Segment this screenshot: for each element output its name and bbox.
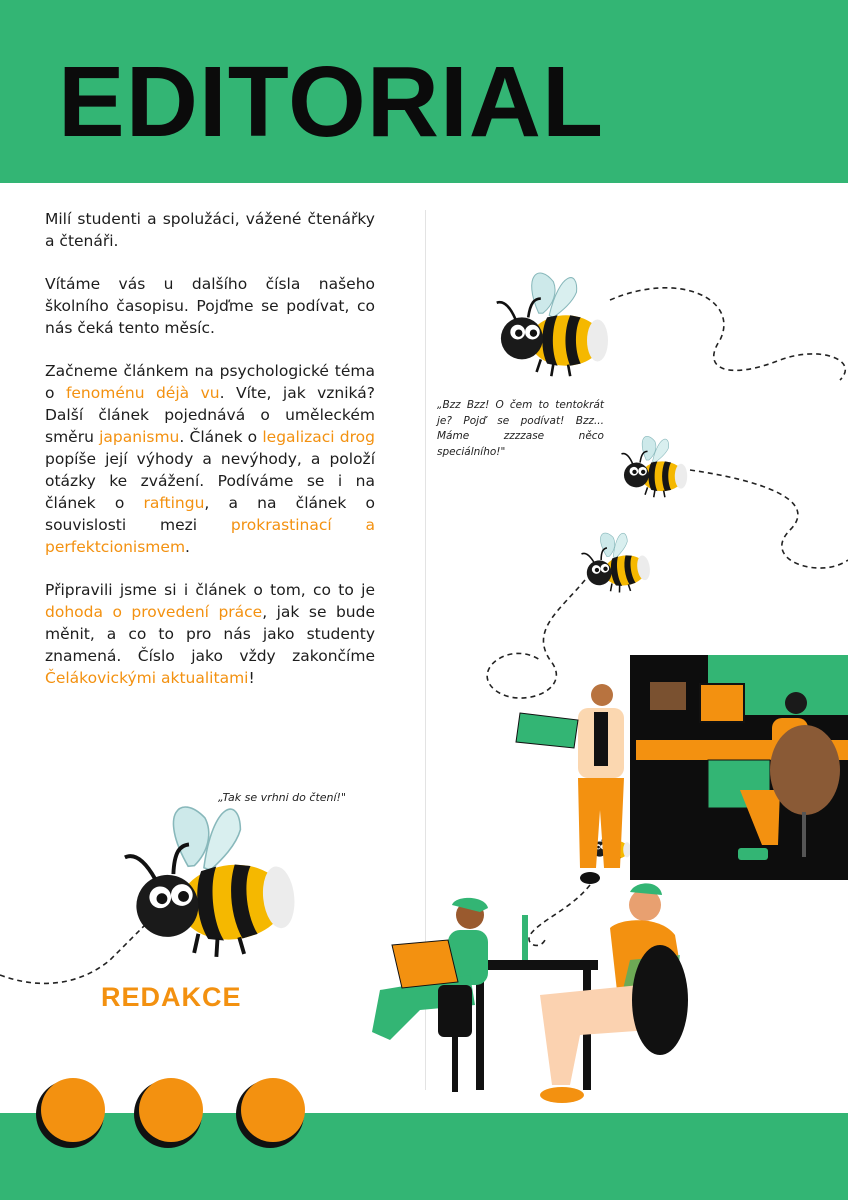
link-work-agreement[interactable]: dohoda o provedení práce — [45, 603, 263, 621]
office-illustration — [516, 655, 848, 884]
text-span: . — [185, 538, 190, 556]
flight-path-2 — [690, 470, 848, 568]
link-deja-vu[interactable]: fenoménu déjà vu — [65, 384, 220, 402]
signature: REDAKCE — [101, 982, 242, 1012]
text-span: , jak se bude měnit, a co to pro nás jako studenty znamená. Číslo jako vždy zakončíme — [45, 603, 375, 665]
bee-icon — [579, 528, 653, 597]
text-span: Připravili jsme si i článek o tom, co to je — [45, 581, 375, 599]
meeting-illustration — [372, 883, 688, 1103]
welcome-paragraph: Vítáme vás u dalšího čísla našeho školního časopisu. Pojďme se podívat, co nás čeká tento měsíc. — [45, 275, 375, 337]
link-rafting[interactable]: raftingu — [143, 494, 205, 512]
link-legalization[interactable]: legalizaci drog — [262, 428, 376, 446]
bee-icon — [621, 436, 687, 497]
text-span: , a na článek o souvislosti mezi — [45, 494, 375, 534]
text-span: ! — [248, 669, 255, 687]
greeting-paragraph: Milí studenti a spolužáci, vážené čtenářky a čtenáři. — [45, 210, 375, 250]
flight-path-4 — [529, 885, 590, 945]
link-news[interactable]: Čelákovickými aktualitami — [45, 669, 249, 687]
bee-icon — [120, 797, 299, 966]
flight-path-5 — [0, 920, 150, 983]
link-procrastination[interactable]: prokrastinací a perfektcionismem — [45, 516, 375, 556]
text-span: popíše její výhody a nevýhody, a položí otázky ke zvážení. Podíváme se i na článek o — [45, 450, 375, 512]
bee-icon — [497, 273, 608, 376]
link-japanism[interactable]: japanismu — [99, 428, 180, 446]
flight-path-3 — [487, 580, 585, 698]
bee-speech-quote: „Bzz Bzz! O čem to tentokrát je? Pojď se podívat! Bzz... Máme zzzzase něco speciálního!" — [437, 399, 604, 458]
closing-quote: „Tak se vrhni do čtení!" — [218, 791, 347, 804]
text-span: . Víte, jak vzniká? Další článek pojednává o uměleckém směru — [45, 384, 375, 446]
text-span: Začneme článkem na psychologické téma o — [45, 362, 375, 402]
decorative-circles — [36, 1078, 305, 1148]
text-span: . Článek o — [179, 428, 263, 446]
flight-path-1 — [610, 288, 845, 380]
page-title: EDITORIAL — [58, 46, 605, 158]
